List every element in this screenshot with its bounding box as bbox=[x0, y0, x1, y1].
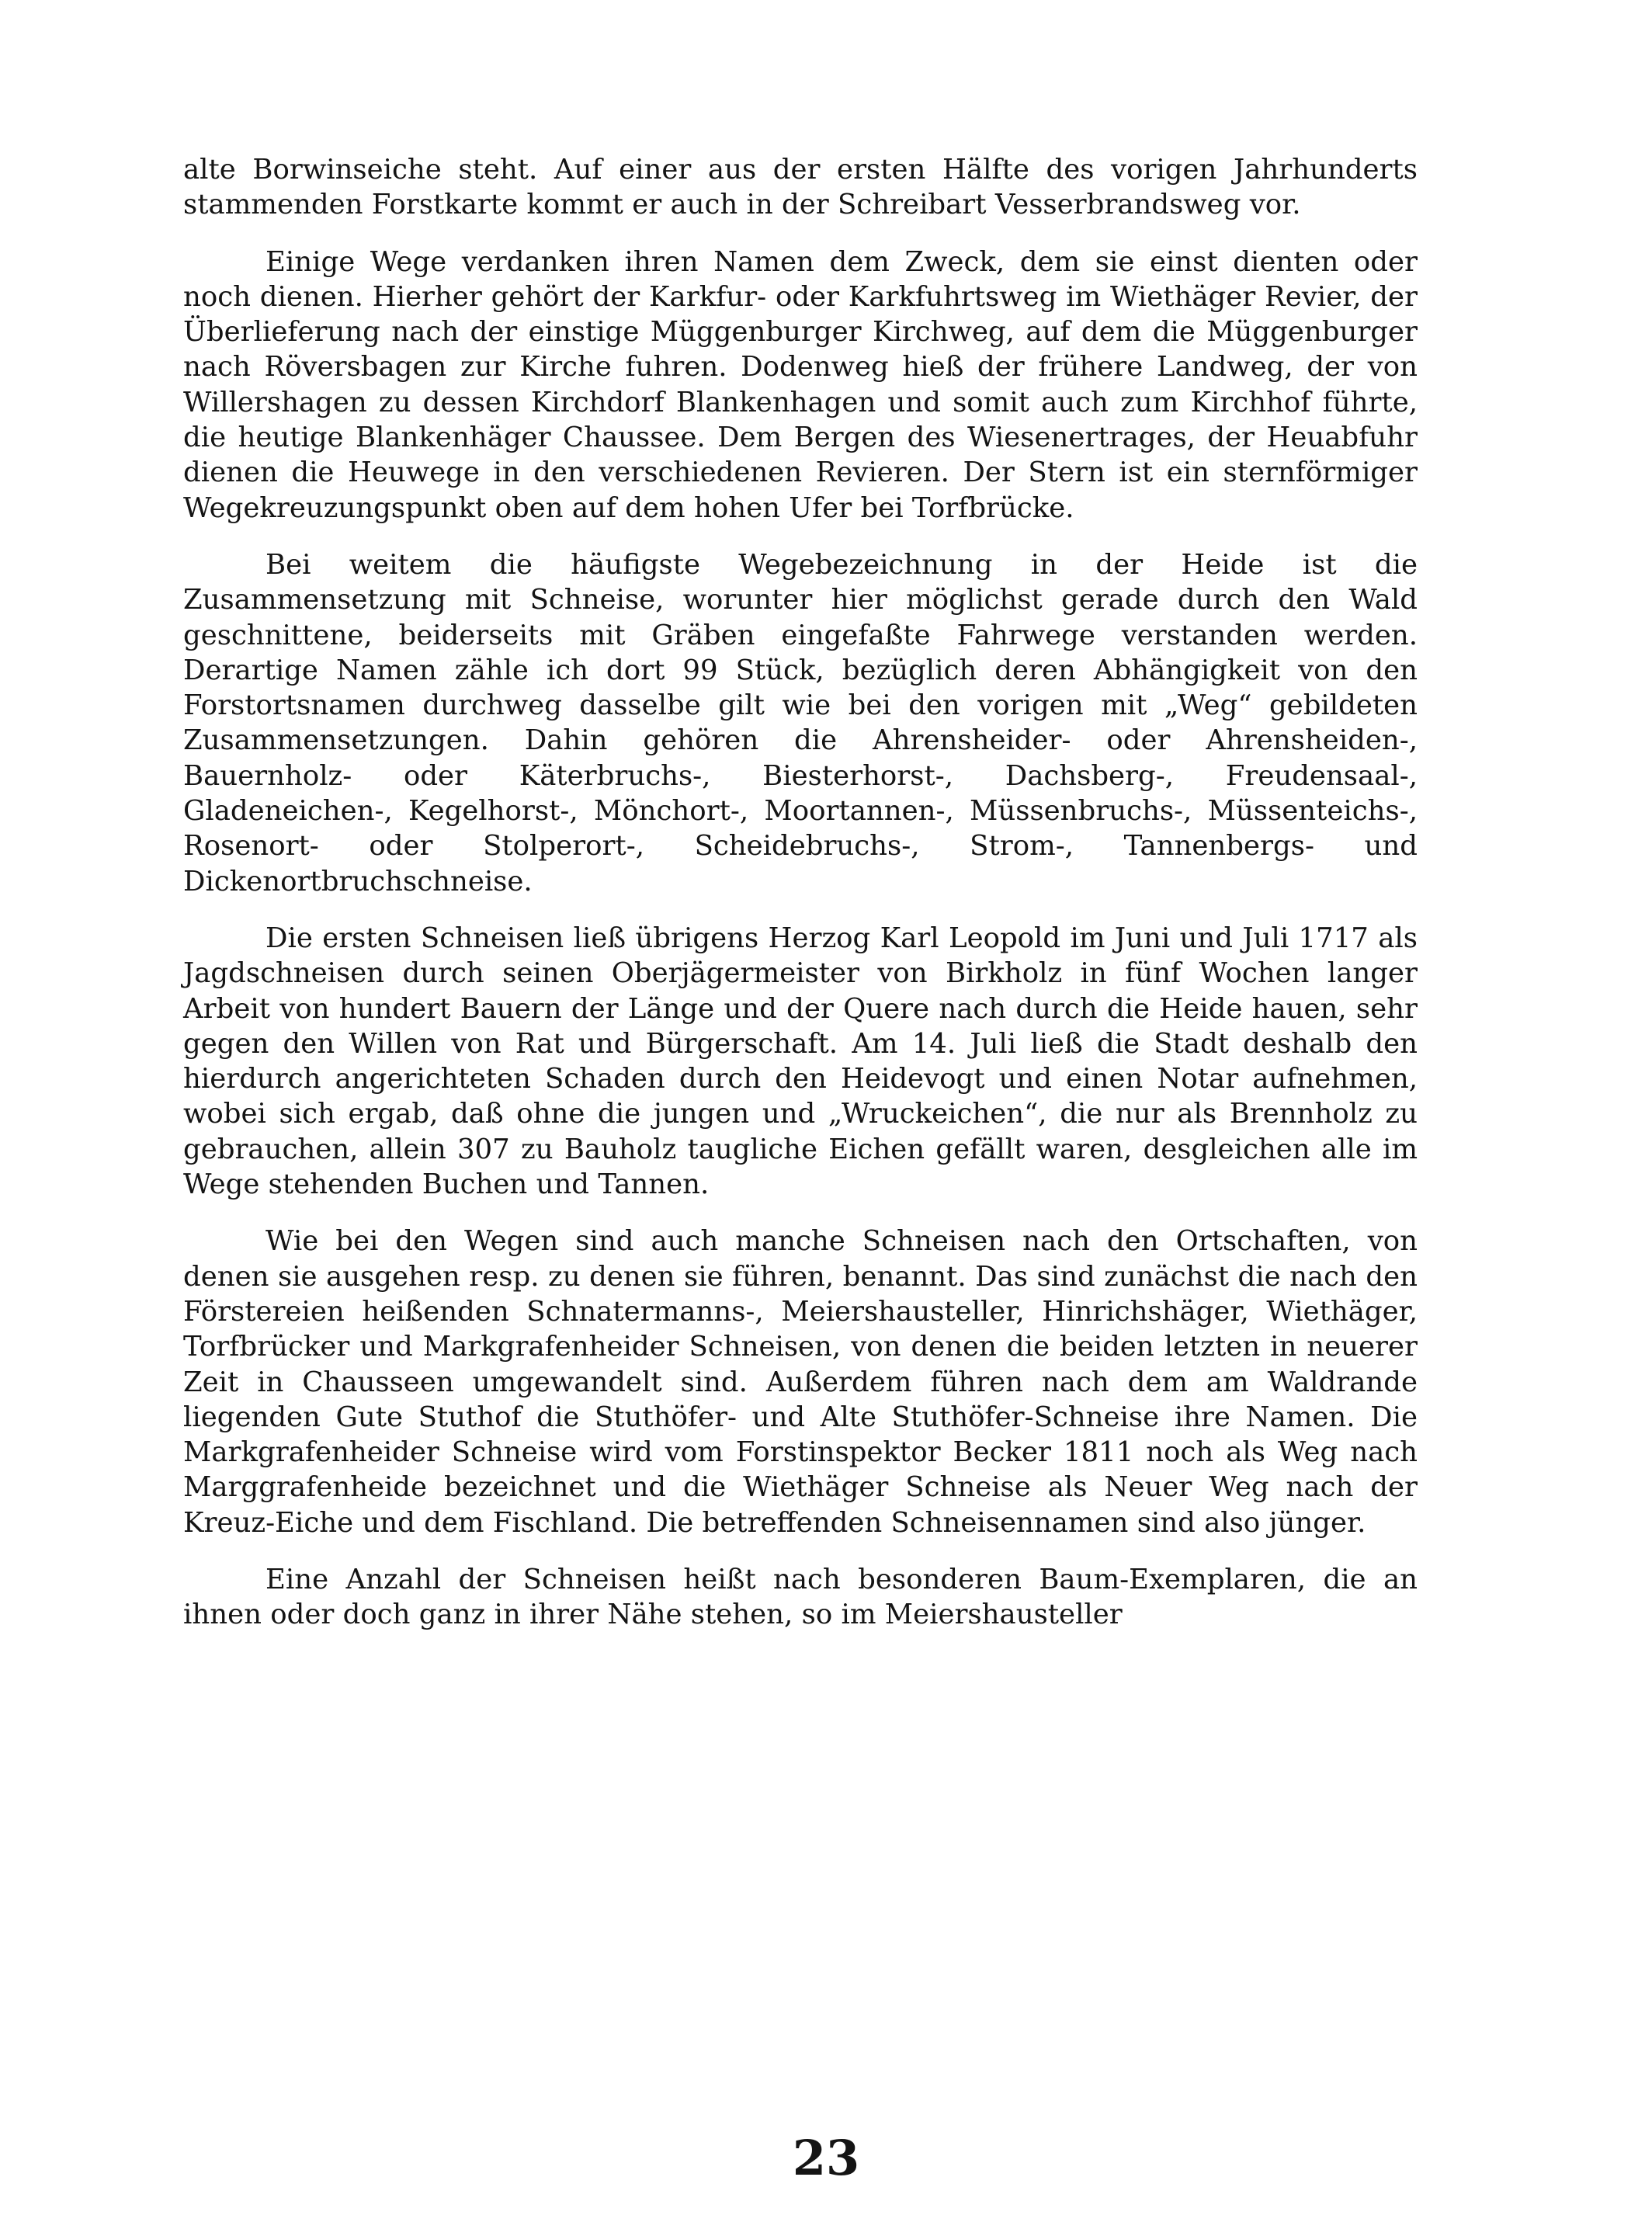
paragraph: Die ersten Schneisen ließ übrigens Herzog Karl Leopold im Juni und Juli 1717 als Jagdschneisen durch seinen Oberjägermeister von Birkholz in fünf Wochen langer Arbeit von hundert Bauern der Länge und der Quere nach durch die Heide hauen, sehr gegen den Willen von Rat und Bürgerschaft. Am 14. Juli ließ die Stadt deshalb den hierdurch angerichteten Schaden durch den Heidevogt und einen Notar aufnehmen, wobei sich ergab, daß ohne die jungen und „Wruckeichen“, die nur als Brennholz zu gebrauchen, allein 307 zu Bauholz taugliche Eichen gefällt waren, desgleichen alle im Wege stehenden Buchen und Tannen. bbox=[183, 922, 1418, 1201]
page-number: 23 bbox=[792, 2130, 860, 2186]
paragraph: alte Borwinseiche steht. Auf einer aus der ersten Hälfte des vorigen Jahrhunderts stammenden Forstkarte kommt er auch in der Schreibart Vesserbrandsweg vor. bbox=[183, 154, 1418, 221]
body-text bbox=[183, 152, 1418, 1654]
paragraph: Bei weitem die häufigste Wegebezeichnung in der Heide ist die Zusammensetzung mit Schneise, worunter hier möglichst gerade durch den Wald geschnittene, beiderseits mit Gräben eingefaßte Fahrwege verstanden werden. Derartige Namen zähle ich dort 99 Stück, bezüglich deren Abhängigkeit von den Forstortsnamen durchweg dasselbe gilt wie bei den vorigen mit „Weg“ gebildeten Zusammensetzungen. Dahin gehören die Ahrensheider- oder Ahrensheiden-, Bauernholz- oder Käterbruchs-, Biesterhorst-, Dachsberg-, Freudensaal-, Gladeneichen-, Kegelhorst-, Mönchort-, Moortannen-, Müssenbruchs-, Müssenteichs-, Rosenort- oder Stolperort-, Scheidebruchs-, Strom-, Tannenbergs- und Dickenortbruchschneise. bbox=[183, 548, 1418, 898]
paragraph: Einige Wege verdanken ihren Namen dem Zweck, dem sie einst dienten oder noch dienen. Hierher gehört der Karkfur- oder Karkfuhrtsweg im Wiethäger Revier, der Überlieferung nach der einstige Müggenburger Kirchweg, auf dem die Müggenburger nach Röversbagen zur Kirche fuhren. Dodenweg hieß der frühere Landweg, der von Willershagen zu dessen Kirchdorf Blankenhagen und somit auch zum Kirchhof führte, die heutige Blankenhäger Chaussee. Dem Bergen des Wiesenertrages, der Heuabfuhr dienen die Heuwege in den verschiedenen Revieren. Der Stern ist ein sternförmiger Wegekreuzungspunkt oben auf dem hohen Ufer bei Torfbrücke. bbox=[183, 245, 1418, 524]
paragraph: Eine Anzahl der Schneisen heißt nach besonderen Baum-Exemplaren, die an ihnen oder doch ganz in ihrer Nähe stehen, so im Meiershausteller bbox=[183, 1563, 1418, 1631]
paragraph: Wie bei den Wegen sind auch manche Schneisen nach den Ortschaften, von denen sie ausgehen resp. zu denen sie führen, benannt. Das sind zunächst die nach den Förstereien heißenden Schnatermanns-, Meiershausteller, Hinrichshäger, Wiethäger, Torfbrücker und Markgrafenheider Schneisen, von denen die beiden letzten in neuerer Zeit in Chausseen umgewandelt sind. Außerdem führen nach dem am Waldrande liegenden Gute Stuthof die Stuthöfer- und Alte Stuthöfer-Schneise ihre Namen. Die Markgrafenheider Schneise wird vom Forstinspektor Becker 1811 noch als Weg nach Marggrafenheide bezeichnet und die Wiethäger Schneise als Neuer Weg nach der Kreuz-Eiche und dem Fischland. Die betreffenden Schneisennamen sind also jünger. bbox=[183, 1225, 1418, 1539]
